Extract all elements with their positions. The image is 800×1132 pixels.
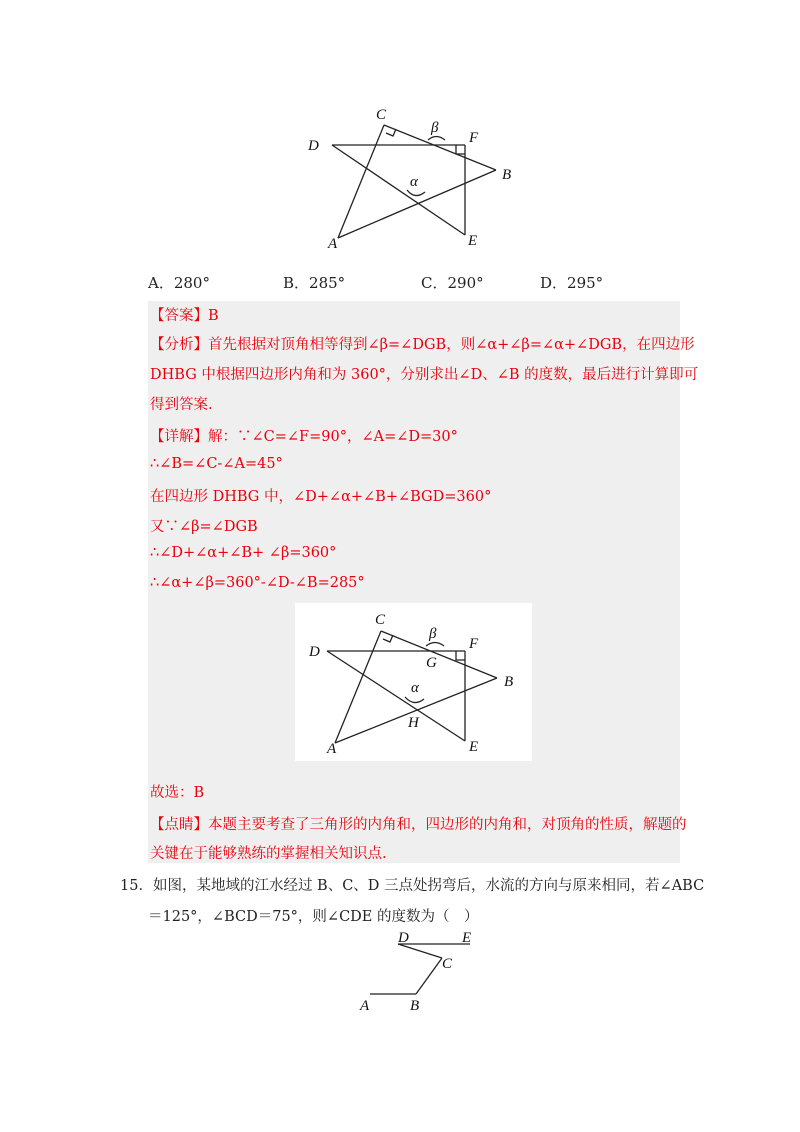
fig2-label-beta: β [429,626,437,642]
label-c: C [376,107,387,123]
question-15-line-2: ＝125°，∠BCD＝75°，则∠CDE 的度数为（ ） [148,909,479,925]
river-bend-figure [350,928,490,1018]
option-d: D．295° [540,274,604,292]
label-alpha: α [410,174,418,190]
option-c: C．290° [421,274,484,292]
fig3-label-e: E [462,930,472,946]
label-f: F [469,130,479,146]
label-e: E [468,233,478,249]
fig3-label-d: D [398,930,409,946]
option-b: B．285° [283,274,346,292]
choice-line: 故选：B [150,785,205,801]
answer-options [148,272,668,296]
fig2-label-d: D [309,644,320,660]
fig2-label-g: G [426,655,437,671]
fig3-label-a: A [360,998,370,1014]
fig2-label-a: A [327,741,337,757]
geometry-figure-star [300,100,530,252]
comment-line-2: 关键在于能够熟练的掌握相关知识点. [150,846,387,862]
comment-line-1: 【点睛】本题主要考查了三角形的内角和，四边形的内角和，对顶角的性质，解题的 [150,817,687,833]
label-d: D [308,138,319,154]
fig2-label-h: H [408,715,419,731]
fig2-label-c: C [375,612,386,628]
label-beta: β [431,120,439,136]
fig3-label-c: C [442,956,453,972]
analysis-line-2: DHBG 中根据四边形内角和为 360°，分别求出∠D、∠B 的度数，最后进行计算即可 [150,367,699,383]
detail-line-5: ∴∠D+∠α+∠B+ ∠β=360° [150,545,337,561]
analysis-line-1: 【分析】首先根据对顶角相等得到∠β=∠DGB，则∠α+∠β=∠α+∠DGB，在四边形 [150,337,695,353]
geometry-figure-star-labeled [295,603,532,761]
label-b: B [502,167,512,183]
fig2-label-e: E [469,739,479,755]
analysis-line-3: 得到答案. [150,397,213,413]
detail-line-6: ∴∠α+∠β=360°-∠D-∠B=285° [150,575,365,591]
fig3-label-b: B [410,998,420,1014]
detail-line-2: ∴∠B=∠C-∠A=45° [150,456,283,472]
answer-line: 【答案】B [150,308,219,324]
fig2-label-b: B [504,674,514,690]
detail-line-3: 在四边形 DHBG 中，∠D+∠α+∠B+∠BGD=360° [150,489,492,505]
detail-line-4: 又∵∠β=∠DGB [150,519,258,535]
fig2-label-f: F [469,636,479,652]
fig2-label-alpha: α [411,680,419,696]
question-15-line-1: 15．如图，某地域的江水经过 B、C、D 三点处拐弯后，水流的方向与原来相同，若∠ABC [120,878,705,894]
option-a: A．280° [148,274,210,292]
solution-block [148,301,699,863]
detail-line-1: 【详解】解：∵∠C=∠F=90°，∠A=∠D=30° [150,429,458,445]
label-a: A [328,236,338,252]
